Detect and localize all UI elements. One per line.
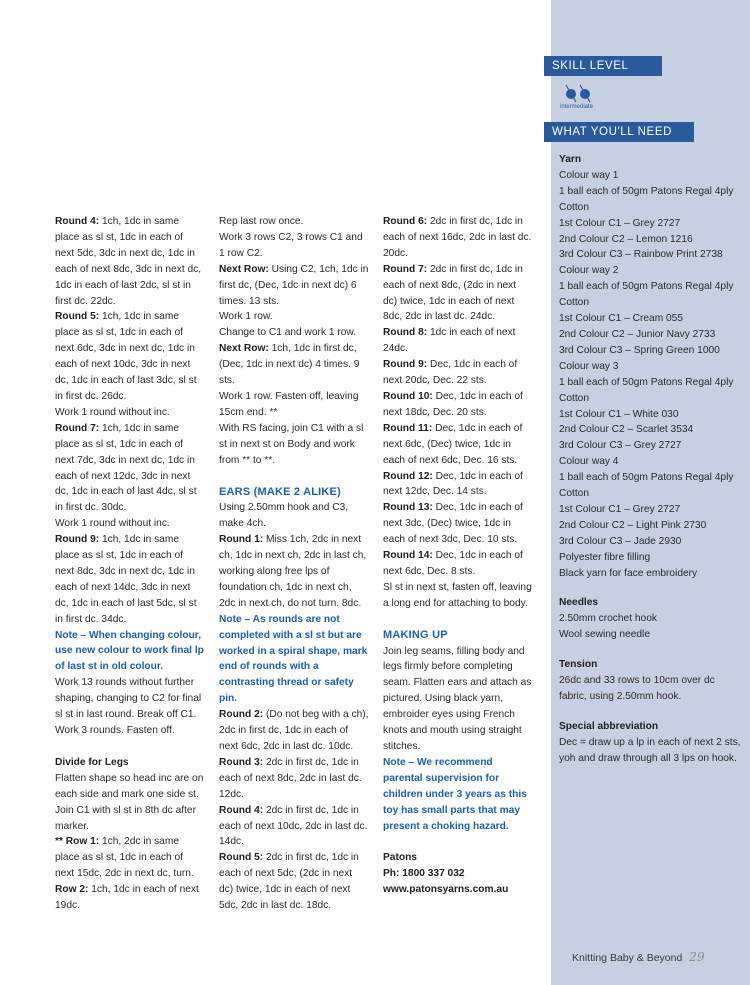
instruction-lead: Round 9: — [383, 359, 428, 371]
instruction-text: 2dc in first dc, 1dc in each of next 5dc, (2dc in next dc) twice, 1dc in each of next 5dc, 2dc in last dc. 18dc. — [219, 852, 359, 912]
instruction-lead: Round 1: — [219, 534, 264, 546]
instruction-text: Rep last row once. — [219, 216, 304, 227]
col2-ear-instructions — [219, 500, 369, 611]
instruction-paragraph — [219, 707, 369, 755]
making-up-heading: MAKING UP — [383, 628, 448, 641]
brand-name: Patons — [383, 852, 417, 864]
instruction-lead: Round 3: — [219, 756, 264, 768]
instruction-text: 2dc in first dc, 1dc in each of next 8dc, 2dc in last dc. 12dc. — [219, 756, 362, 800]
instruction-paragraph — [219, 309, 369, 325]
instruction-lead: Round 10: — [383, 390, 433, 402]
instruction-paragraph — [383, 389, 533, 421]
instruction-text: Work 3 rows C2, 3 rows C1 and 1 row C2. — [219, 231, 363, 259]
instruction-paragraph — [383, 262, 533, 326]
instruction-lead: Round 8: — [383, 327, 428, 339]
instruction-paragraph — [219, 214, 369, 230]
tension-text: 26dc and 33 rows to 10cm over dc fabric, using 2.50mm hook. — [559, 675, 715, 702]
divide-legs-heading: Divide for Legs — [55, 756, 129, 768]
materials-list — [559, 152, 743, 767]
instruction-text: 1ch, 1dc in same place as sl st, 1dc in each of next 7dc, 3dc in next dc, 1dc in each of next 12dc, 3dc in next dc, 1dc in each of last 4dc, sl st in first dc. 30dc. — [55, 422, 197, 514]
instruction-lead: Round 6: — [383, 216, 428, 227]
phone-number: Ph: 1800 337 032 — [383, 868, 465, 880]
instruction-text: 1ch, 1dc in same place as sl st, 1dc in each of next 5dc, 3dc in next dc, 1dc in each of next 8dc, 3dc in next dc, 1dc in each of last 2dc, sl st in first dc. 22dc. — [55, 216, 202, 307]
col3-ear-rounds — [383, 214, 533, 612]
col1-instructions — [55, 214, 205, 628]
yarn-heading: Yarn — [559, 154, 582, 165]
instruction-text: Dec, 1dc in each of next 6dc, Dec. 8 sts. — [383, 550, 523, 577]
instruction-paragraph — [55, 532, 205, 627]
instruction-paragraph — [219, 755, 369, 803]
instruction-paragraph — [55, 771, 205, 835]
instruction-text: Miss 1ch, 2dc in next ch, 1dc in next ch, 2dc in last ch, working along free lps of foundation ch, 1dc in next ch, 2dc in next ch, do not turn. 8dc. — [219, 534, 367, 609]
instruction-paragraph — [55, 675, 205, 723]
instruction-paragraph — [55, 834, 205, 882]
instruction-text: Sl st in next st, fasten off, leaving a long end for attaching to body. — [383, 581, 532, 609]
instruction-text: Work 1 row. — [219, 311, 273, 323]
needles-heading: Needles — [559, 597, 599, 609]
instruction-paragraph — [219, 341, 369, 389]
column-3 — [383, 214, 533, 898]
instruction-paragraph — [383, 469, 533, 501]
instruction-paragraph — [219, 850, 369, 914]
making-up-text: Join leg seams, filling body and legs firmly before completing seam. Flatten ears and attach as pictured. Using black yarn, embroider eyes using French knots and mouth using straight stitches. — [383, 645, 532, 752]
instruction-lead: Round 5: — [219, 852, 264, 864]
instruction-text: Work 1 round without inc. — [55, 518, 170, 530]
instruction-lead: Round 4: — [55, 216, 100, 227]
website-url: www.patonsyarns.com.au — [383, 884, 509, 896]
column-2 — [219, 214, 369, 914]
instruction-paragraph — [219, 421, 369, 469]
instruction-paragraph — [55, 723, 205, 739]
instruction-paragraph — [219, 803, 369, 851]
page-footer — [572, 950, 705, 964]
instruction-text: Work 3 rounds. Fasten off. — [55, 725, 175, 736]
instruction-lead: Round 13: — [383, 502, 433, 514]
instruction-paragraph — [219, 389, 369, 421]
instruction-lead: Round 14: — [383, 550, 433, 562]
yarn-list: Colour way 1 1 ball each of 50gm Patons Regal 4ply Cotton 1st Colour C1 – Grey 2727 2nd Colour C2 – Lemon 1216 3rd Colour C3 – Rainbow Print 2738 Colour way 2 1 ball each of 50gm Patons Regal 4ply Cotton 1st Colour C1 – Cream 055 2nd Colour C2 – Junior Navy 2733 3rd Colour C3 – Spring Green 1000 Colour way 3 1 ball each of 50gm Patons Regal 4ply Cotton 1st Colour C1 – White 030 2nd Colour C2 – Scarlet 3534 3rd Colour C3 – Grey 2727 Colour way 4 1 ball each of 50gm Patons Regal 4ply Cotton 1st Colour C1 – Grey 2727 2nd Colour C2 – Light Pink 2730 3rd Colour C3 – Jade 2930 Polyester fibre filling Black yarn for face embroidery — [559, 169, 734, 579]
skill-level-label: intermediate — [560, 104, 594, 110]
instruction-text: 2dc in first dc, 1dc in each of next 16dc, 2dc in last dc. 20dc. — [383, 216, 532, 259]
col1-instructions-continued — [55, 675, 205, 739]
instruction-lead: Round 2: — [219, 709, 264, 721]
abbreviation-heading: Special abbreviation — [559, 720, 659, 732]
instruction-text: Using 2.50mm hook and C3, make 4ch. — [219, 502, 349, 530]
instruction-lead: Round 7: — [55, 422, 100, 434]
instruction-lead: Next Row: — [219, 263, 269, 275]
instruction-lead: Round 12: — [383, 470, 433, 482]
instruction-text: Dec, 1dc in each of next 6dc, (Dec) twice, 1dc in each of next 6dc, Dec. 16 sts. — [383, 422, 523, 466]
instruction-text: Work 13 rounds without further shaping, changing to C2 for final sl st in last round. Break off C1. — [55, 677, 202, 721]
what-you-need-banner: WHAT YOU'LL NEED — [544, 122, 694, 142]
instruction-text: With RS facing, join C1 with a sl st in next st on Body and work from ** to **. — [219, 422, 364, 466]
instruction-text: (Do not beg with a ch), 2dc in first dc, 1dc in each of next 6dc, 2dc in last dc. 10dc. — [219, 709, 369, 752]
ears-heading: EARS (MAKE 2 ALIKE) — [219, 485, 341, 498]
instruction-paragraph — [219, 262, 369, 310]
instruction-paragraph — [55, 516, 205, 532]
instruction-text: Work 1 round without inc. — [55, 406, 170, 418]
instruction-text: 2dc in first dc, 1dc in each of next 8dc, (2dc in next dc) twice, 1dc in each of next 8dc, 2dc in last dc. 24dc. — [383, 263, 523, 323]
instruction-paragraph — [219, 325, 369, 341]
instruction-paragraph — [383, 580, 533, 612]
instruction-lead: ** Row 1: — [55, 836, 100, 848]
instruction-text: 1ch, 1dc in same place as sl st, 1dc in each of next 6dc, 3dc in next dc, 1dc in each of next 10dc, 3dc in next dc, 1dc in each of last 3dc, sl st in first dc. 26dc. — [55, 311, 197, 402]
instruction-paragraph — [55, 309, 205, 404]
instruction-paragraph — [383, 548, 533, 580]
col1-divide-instructions — [55, 771, 205, 914]
instruction-paragraph — [55, 405, 205, 421]
instruction-text: Using C2, 1ch, 1dc in first dc, (Dec, 1dc in next dc) 6 times. 13 sts. — [219, 263, 369, 307]
instruction-lead: Round 9: — [55, 534, 100, 546]
spiral-note: Note – As rounds are not completed with a sl st but are worked in a spiral shape, mark end of rounds with a contrasting thread or safety pin. — [219, 613, 368, 705]
instruction-text: 1ch, 1dc in first dc, (Dec, 1dc in next dc) 4 times. 9 sts. — [219, 343, 360, 387]
instruction-lead: Row 2: — [55, 884, 89, 896]
instruction-paragraph — [219, 500, 369, 532]
col2-ear-rounds — [219, 707, 369, 914]
instruction-text: 1ch, 1dc in each of next 19dc. — [55, 884, 199, 912]
abbreviation-text: Dec = draw up a lp in each of next 2 sts, yoh and draw through all 3 lps on hook. — [559, 736, 741, 764]
instruction-paragraph — [55, 882, 205, 914]
col2-leg-instructions — [219, 214, 369, 469]
instruction-paragraph — [383, 357, 533, 389]
safety-note: Note – We recommend parental supervision for children under 3 years as this toy has small parts that may present a choking hazard. — [383, 756, 527, 832]
page-number: 29 — [689, 950, 705, 964]
instruction-lead: Next Row: — [219, 343, 269, 355]
instruction-text: Work 1 row. Fasten off, leaving 15cm end. ** — [219, 390, 359, 418]
instruction-paragraph — [383, 500, 533, 548]
instruction-text: Dec, 1dc in each of next 3dc, (Dec) twice, 1dc in each of next 3dc, Dec. 10 sts. — [383, 502, 523, 546]
instruction-lead: Round 4: — [219, 804, 264, 816]
instruction-paragraph — [383, 421, 533, 469]
instruction-text: Flatten shape so head inc are on each side and mark one side st. Join C1 with sl st in 8th dc after marker. — [55, 772, 204, 832]
instruction-text: Dec, 1dc in each of next 20dc, Dec. 22 sts. — [383, 359, 518, 387]
instruction-text: 1ch, 2dc in same place as sl st, 1dc in each of next 15dc, 2dc in next dc, turn. — [55, 836, 194, 880]
instruction-text: Dec, 1dc in each of next 18dc, Dec. 20 sts. — [383, 390, 523, 418]
magazine-title: Knitting Baby & Beyond — [572, 952, 683, 964]
instruction-paragraph — [219, 532, 369, 612]
skill-level-banner: SKILL LEVEL — [544, 56, 662, 76]
instruction-text: 1dc in each of next 24dc. — [383, 327, 516, 355]
instruction-paragraph — [383, 214, 533, 262]
instruction-text: Dec, 1dc in each of next 12dc, Dec. 14 sts. — [383, 470, 523, 498]
instruction-paragraph — [219, 230, 369, 262]
instruction-paragraph — [55, 421, 205, 516]
column-1 — [55, 214, 205, 914]
instruction-lead: Round 7: — [383, 263, 428, 275]
instruction-text: 1ch, 1dc in same place as sl st, 1dc in each of next 8dc, 3dc in next dc, 1dc in each of next 14dc, 3dc in next dc, 1dc in each of last 5dc, sl st in first dc. 34dc. — [55, 534, 197, 625]
colour-change-note: Note – When changing colour, use new colour to work final lp of last st in old colour. — [55, 629, 204, 673]
instruction-lead: Round 5: — [55, 311, 100, 323]
needles-list: 2.50mm crochet hook Wool sewing needle — [559, 613, 657, 641]
instruction-lead: Round 11: — [383, 422, 433, 434]
instruction-paragraph — [383, 325, 533, 357]
instruction-text: 2dc in first dc, 1dc in each of next 10dc, 2dc in last dc. 14dc. — [219, 804, 368, 848]
instruction-text: Change to C1 and work 1 row. — [219, 327, 357, 339]
instruction-paragraph — [55, 214, 205, 309]
tension-heading: Tension — [559, 659, 598, 671]
